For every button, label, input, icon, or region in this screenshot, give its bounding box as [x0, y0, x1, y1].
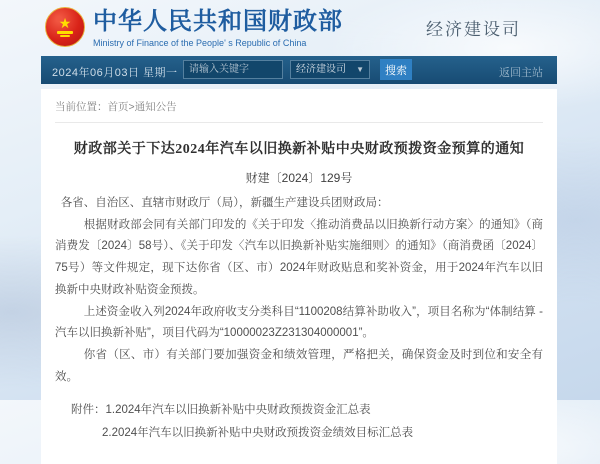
breadcrumb-separator: > [128, 101, 135, 113]
document-body [55, 193, 543, 388]
content-panel [41, 89, 557, 464]
attachment-line [41, 422, 557, 445]
salutation: 各省、自治区、直辖市财政厅（局），新疆生产建设兵团财政局： [60, 197, 389, 209]
chevron-down-icon: ▼ [356, 65, 364, 74]
attachments-section [41, 399, 557, 444]
attachment-link-1[interactable]: 1.2024年汽车以旧换新补贴中央财政预拨资金汇总表 [105, 404, 371, 417]
breadcrumb [41, 89, 557, 122]
paragraph: 上述资金收入列2024年政府收支分类科目“1100208结算补助收入”，项目名称为“体制结算 - 汽车以旧换新补贴”，项目代码为“10000023Z231304000001”。 [55, 305, 543, 340]
breadcrumb-divider [55, 122, 543, 123]
search-scope-select[interactable] [290, 60, 370, 79]
back-to-main-site-link[interactable]: 返回主站 [499, 67, 543, 79]
paragraph: 你省（区、市）有关部门要加强资金和绩效管理，严格把关，确保资金及时到位和安全有效。 [55, 348, 543, 383]
navbar [41, 56, 557, 84]
breadcrumb-current[interactable]: 通知公告 [134, 101, 177, 113]
ministry-name-cn: 中华人民共和国财政部 [93, 8, 343, 35]
current-date: 2024年06月03日 星期一 [52, 67, 178, 79]
department-name: 经济建设司 [426, 20, 521, 39]
attachments-label: 附件： [71, 404, 106, 417]
search-scope-value: 经济建设司 [296, 64, 346, 75]
china-national-emblem-icon [45, 7, 85, 47]
breadcrumb-home-link[interactable]: 首页 [107, 101, 129, 113]
attachment-link-2[interactable]: 2.2024年汽车以旧换新补贴中央财政预拨资金绩效目标汇总表 [102, 426, 414, 439]
tiananmen-gate-base-shape [60, 35, 70, 37]
attachment-line [41, 399, 557, 422]
search-button[interactable]: 搜索 [380, 59, 412, 80]
star-icon: ★ [58, 15, 72, 31]
search-input[interactable] [183, 60, 283, 79]
document-title: 财政部关于下达2024年汽车以旧换新补贴中央财政预拨资金预算的通知 [73, 142, 525, 157]
ministry-name-en: Ministry of Finance of the People' s Republic of China [93, 38, 307, 48]
tiananmen-gate-shape [57, 31, 73, 34]
site-header [41, 0, 557, 56]
ministry-title-block [93, 8, 343, 48]
page-container [41, 0, 557, 464]
document-number: 财建〔2024〕129号 [245, 171, 353, 185]
breadcrumb-label: 当前位置： [55, 101, 108, 113]
paragraph: 根据财政部会同有关部门印发的《关于印发〈推动消费品以旧换新行动方案〉的通知》（商消费发〔2024〕58号）、《关于印发〈汽车以旧换新补贴实施细则〉的通知》（商消费函〔2024〕75号）等文件规定，现下达你省（区、市）2024年财政贴息和奖补资金，用于2024年汽车以旧换新中央财政补贴资金预拨。 [55, 218, 543, 296]
